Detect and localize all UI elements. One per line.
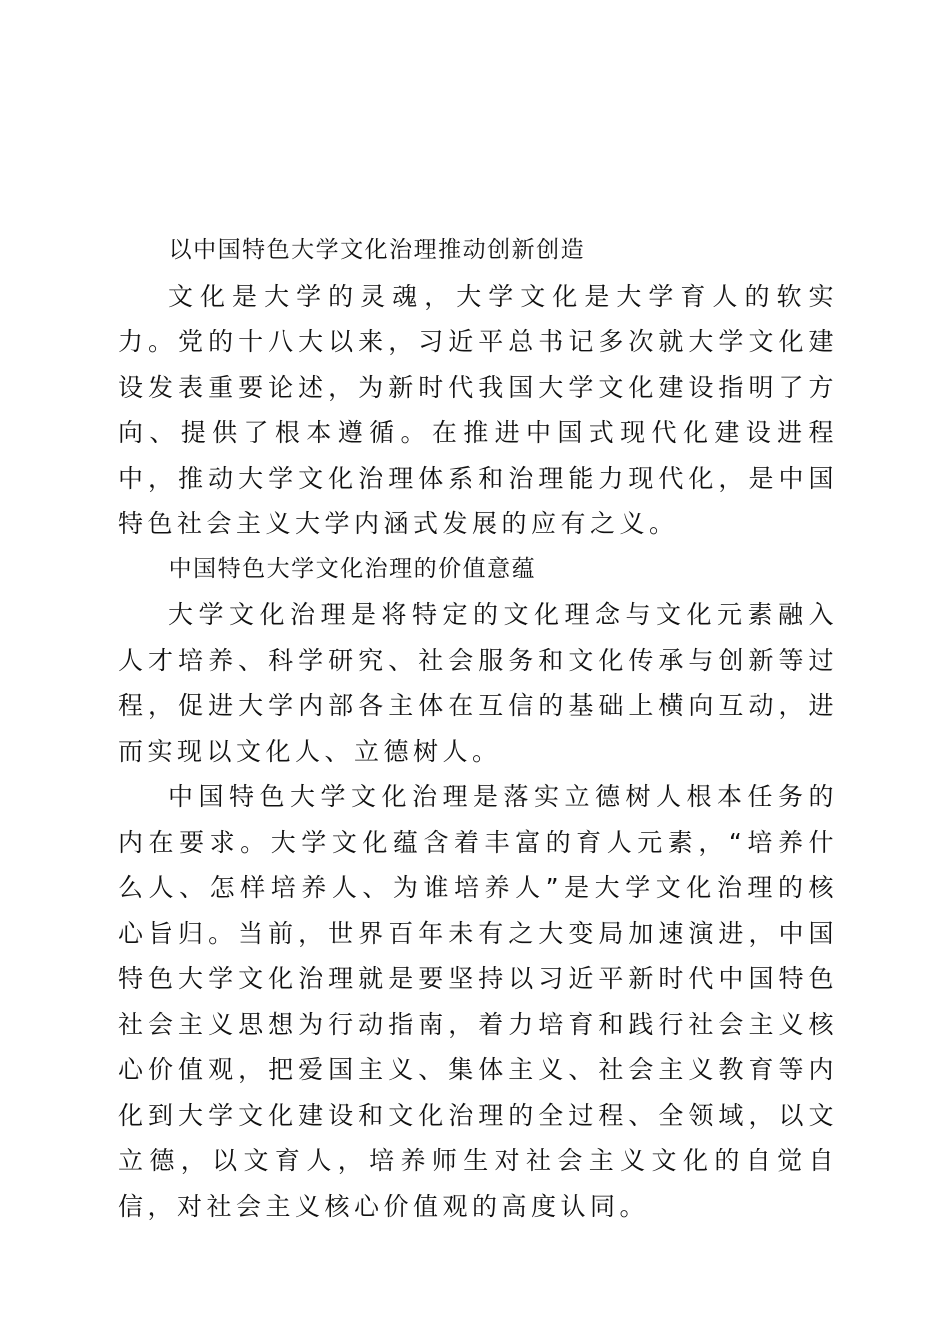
document-body <box>118 228 838 1229</box>
document-title: 以中国特色大学文化治理推动创新创造 <box>168 237 586 263</box>
intro-paragraph: 文化是大学的灵魂，大学文化是大学育人的软实力。党的十八大以来，习近平总书记多次就大学文化建设发表重要论述，为新时代我国大学文化建设指明了方向、提供了根本遵循。在推进中国式现代化建设进程中，推动大学文化治理体系和治理能力现代化，是中国特色社会主义大学内涵式发展的应有之义。 <box>118 281 838 538</box>
section-paragraph-1: 大学文化治理是将特定的文化理念与文化元素融入人才培养、科学研究、社会服务和文化传承与创新等过程，促进大学内部各主体在互信的基础上横向互动，进而实现以文化人、立德树人。 <box>118 600 838 766</box>
section-paragraph-2: 中国特色大学文化治理是落实立德树人根本任务的内在要求。大学文化蕴含着丰富的育人元素，“培养什么人、怎样培养人、为谁培养人”是大学文化治理的核心旨归。当前，世界百年未有之大变局加速演进，中国特色大学文化治理就是要坚持以习近平新时代中国特色社会主义思想为行动指南，着力培育和践行社会主义核心价值观，把爱国主义、集体主义、社会主义教育等内化到大学文化建设和文化治理的全过程、全领域，以文立德，以文育人，培养师生对社会主义文化的自觉自信，对社会主义核心价值观的高度认同。 <box>118 782 838 1221</box>
section-heading: 中国特色大学文化治理的价值意蕴 <box>168 555 537 582</box>
